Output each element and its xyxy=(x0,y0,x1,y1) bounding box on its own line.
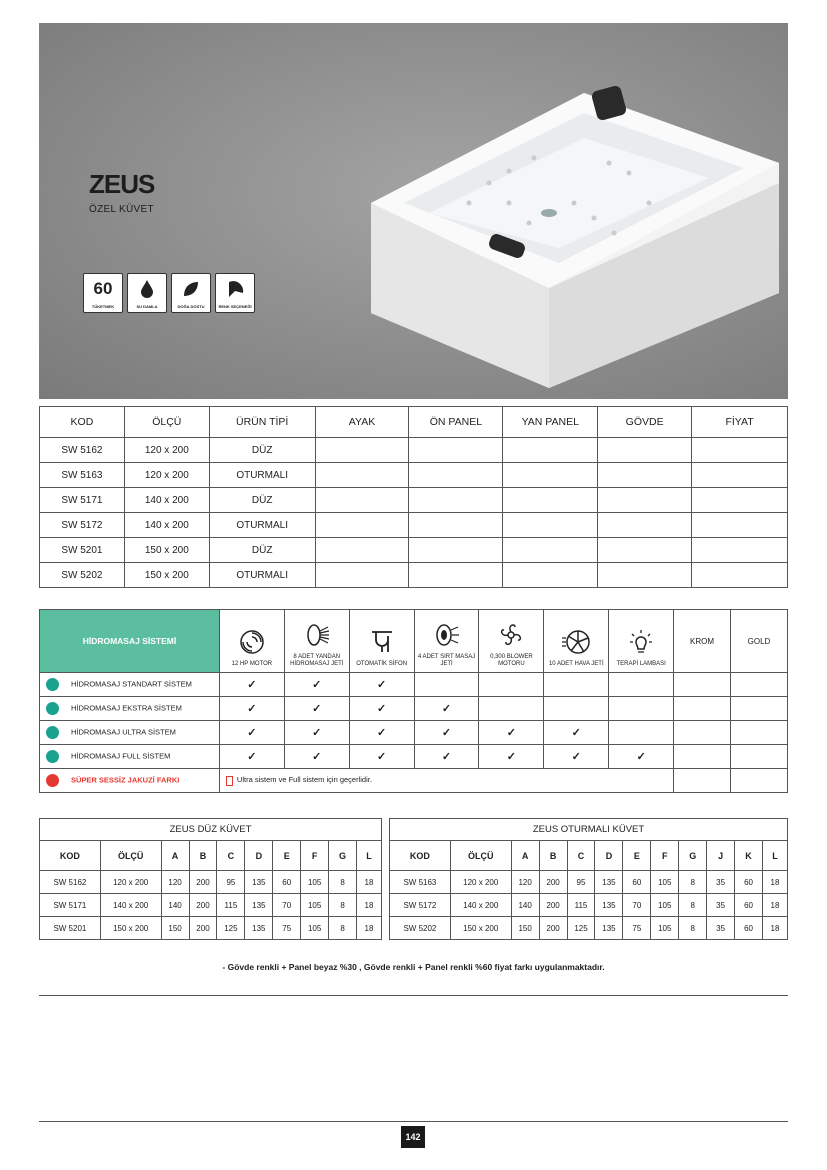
back-jet-icon xyxy=(415,616,479,654)
check-icon: ✓ xyxy=(414,697,479,721)
feature-lamp: TERAPİ LAMBASI xyxy=(609,610,674,673)
check-icon: ✓ xyxy=(219,721,284,745)
check-icon: ✓ xyxy=(349,745,414,769)
bathtub-illustration xyxy=(359,53,788,393)
table-row: HİDROMASAJ ULTRA SİSTEM ✓ ✓ ✓ ✓ ✓ ✓ xyxy=(40,721,788,745)
air-jet-icon xyxy=(544,623,608,661)
feature-motor: 12 HP MOTOR xyxy=(219,610,284,673)
check-icon: ✓ xyxy=(219,697,284,721)
table-row: SW 5163 120 x 200 OTURMALI xyxy=(40,463,788,488)
siphon-icon xyxy=(350,623,414,661)
table-row: HİDROMASAJ FULL SİSTEM ✓ ✓ ✓ ✓ ✓ ✓ ✓ xyxy=(40,745,788,769)
special-note: Ultra sistem ve Full sistem için geçerlidir. xyxy=(219,769,673,793)
teal-dot-icon xyxy=(46,702,59,715)
check-icon: ✓ xyxy=(284,673,349,697)
check-icon: ✓ xyxy=(219,673,284,697)
hydromassage-table xyxy=(39,609,788,793)
table-row: SW 5172 140 x 200 OTURMALI xyxy=(40,513,788,538)
badge-eco: DOĞA DOSTU xyxy=(171,273,211,313)
feature-back-jet: 4 ADET SIRT MASAJ JETİ xyxy=(414,610,479,673)
check-icon: ✓ xyxy=(609,745,674,769)
check-icon: ✓ xyxy=(349,697,414,721)
feature-side-jet: 8 ADET YANDAN HİDROMASAJ JETİ xyxy=(284,610,349,673)
side-jet-icon xyxy=(285,616,349,654)
badge-water: SU DAMLA xyxy=(127,273,167,313)
price-header-row xyxy=(40,407,788,438)
table-row: SW 5163 120 x 200 120 200 95 135 60 105 8 35 60 18 xyxy=(390,871,788,894)
badge-color: RENK SEÇENEĞİ xyxy=(215,273,255,313)
blower-icon xyxy=(479,616,543,654)
check-icon: ✓ xyxy=(414,721,479,745)
dim-left-header-row: KOD ÖLÇÜ A B C D E F G L xyxy=(40,841,382,871)
dim-left-title: ZEUS DÜZ KÜVET xyxy=(40,819,382,841)
table-row: SW 5171 140 x 200 DÜZ xyxy=(40,488,788,513)
check-icon: ✓ xyxy=(479,745,544,769)
col-kod: KOD xyxy=(40,407,125,438)
col-gold: GOLD xyxy=(731,610,788,673)
table-row: SÜPER SESSİZ JAKUZİ FARKI Ultra sistem ve Full sistem için geçerlidir. xyxy=(40,769,788,793)
col-urun-tipi: ÜRÜN TİPİ xyxy=(209,407,315,438)
table-row: SW 5162 120 x 200 120 200 95 135 60 105 8 18 xyxy=(40,871,382,894)
check-icon: ✓ xyxy=(284,745,349,769)
divider xyxy=(39,1121,788,1122)
check-icon: ✓ xyxy=(284,721,349,745)
check-icon: ✓ xyxy=(284,697,349,721)
table-row: SW 5172 140 x 200 140 200 115 135 70 105 8 35 60 18 xyxy=(390,894,788,917)
check-icon: ✓ xyxy=(544,721,609,745)
table-row: HİDROMASAJ STANDART SİSTEM ✓ ✓ ✓ xyxy=(40,673,788,697)
water-drop-icon xyxy=(128,277,166,301)
motor-icon xyxy=(220,623,284,661)
col-olcu: ÖLÇÜ xyxy=(124,407,209,438)
col-fiyat: FİYAT xyxy=(692,407,788,438)
product-title: ZEUS xyxy=(89,169,155,199)
dimension-table-duz xyxy=(39,818,382,940)
feature-blower: 0,300 BLOWER MOTORU xyxy=(479,610,544,673)
table-row: HİDROMASAJ EKSTRA SİSTEM ✓ ✓ ✓ ✓ xyxy=(40,697,788,721)
feature-siphon: OTOMATİK SİFON xyxy=(349,610,414,673)
table-row: SW 5171 140 x 200 140 200 115 135 70 105 8 18 xyxy=(40,894,382,917)
check-icon: ✓ xyxy=(414,745,479,769)
col-yan-panel: YAN PANEL xyxy=(503,407,598,438)
dimension-table-oturmali xyxy=(389,818,788,940)
feature-air-jet: 10 ADET HAVA JETİ xyxy=(544,610,609,673)
col-govde: GÖVDE xyxy=(598,407,692,438)
teal-dot-icon xyxy=(46,750,59,763)
check-icon: ✓ xyxy=(479,721,544,745)
hydro-header-row xyxy=(40,610,788,673)
table-row: SW 5202 150 x 200 150 200 125 135 75 105 8 35 60 18 xyxy=(390,917,788,940)
lamp-icon xyxy=(609,623,673,661)
red-dot-icon xyxy=(46,774,59,787)
teal-dot-icon xyxy=(46,678,59,691)
dim-right-title: ZEUS OTURMALI KÜVET xyxy=(390,819,788,841)
table-row: SW 5202 150 x 200 OTURMALI xyxy=(40,563,788,588)
col-krom: KROM xyxy=(674,610,731,673)
teal-dot-icon xyxy=(46,726,59,739)
table-row: SW 5162 120 x 200 DÜZ xyxy=(40,438,788,463)
number-60-icon: 60 xyxy=(93,279,113,298)
page-number: 142 xyxy=(401,1126,425,1148)
divider xyxy=(39,995,788,996)
col-on-panel: ÖN PANEL xyxy=(409,407,503,438)
price-footnote: - Gövde renkli + Panel beyaz %30 , Gövde renkli + Panel renkli %60 fiyat farkı uygulanmaktadır. xyxy=(222,962,605,972)
check-icon: ✓ xyxy=(349,721,414,745)
table-row: SW 5201 150 x 200 150 200 125 135 75 105 8 18 xyxy=(40,917,382,940)
price-table xyxy=(39,406,788,588)
product-hero-image xyxy=(39,23,788,399)
feature-badges xyxy=(83,273,255,313)
eco-leaf-icon xyxy=(172,277,210,301)
check-icon: ✓ xyxy=(544,745,609,769)
product-subtitle: ÖZEL KÜVET xyxy=(89,204,154,215)
red-box-icon xyxy=(226,776,233,786)
dim-right-header-row: KOD ÖLÇÜ A B C D E F G J K L xyxy=(390,841,788,871)
table-row: SW 5201 150 x 200 DÜZ xyxy=(40,538,788,563)
col-ayak: AYAK xyxy=(315,407,409,438)
color-palette-icon xyxy=(216,277,254,301)
check-icon: ✓ xyxy=(349,673,414,697)
hydro-system-header: HİDROMASAJ SİSTEMİ xyxy=(40,610,220,673)
check-icon: ✓ xyxy=(219,745,284,769)
badge-60: 60 TÜKETMEK xyxy=(83,273,123,313)
